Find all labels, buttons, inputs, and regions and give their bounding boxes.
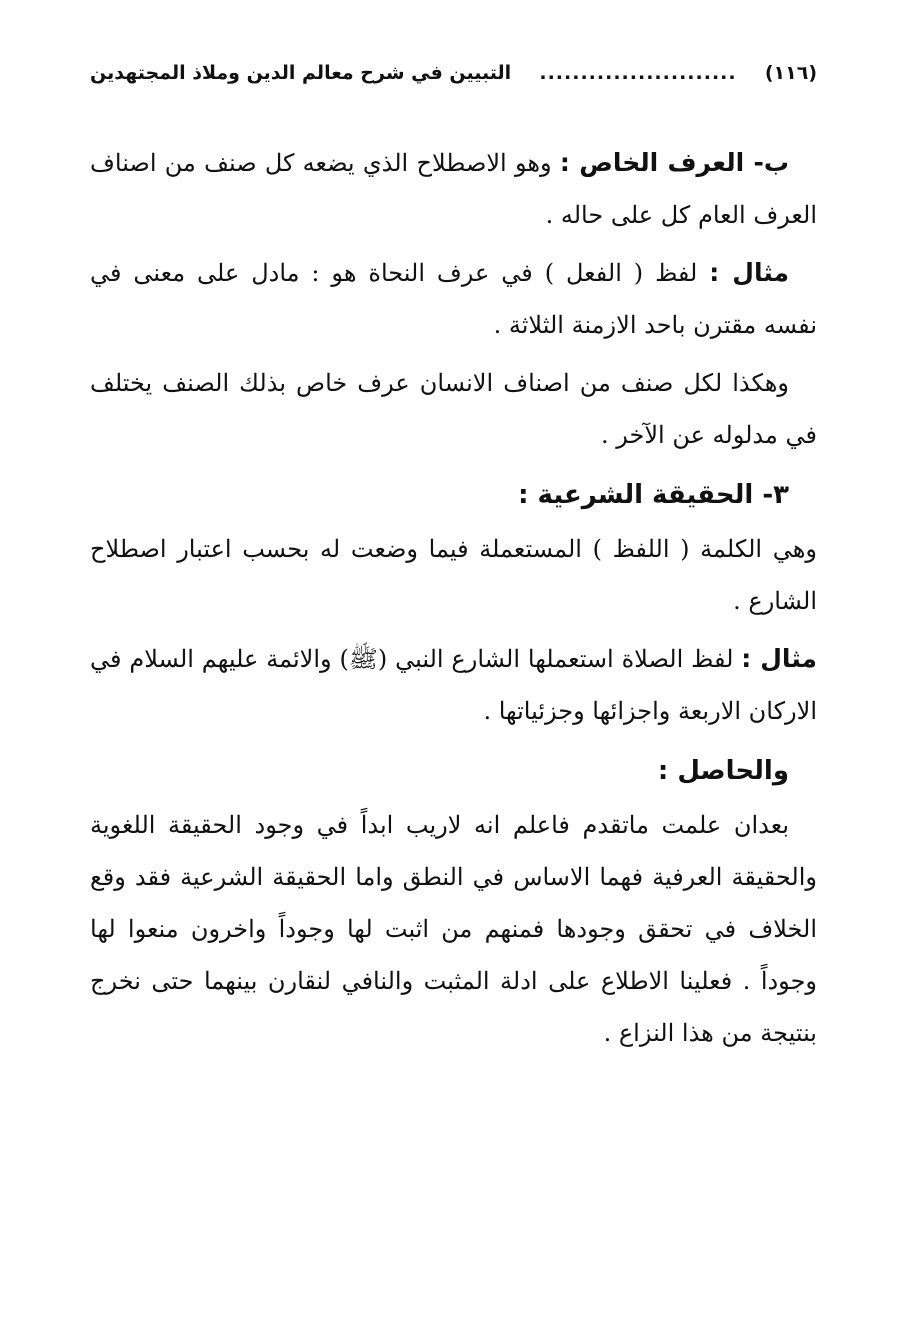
page-header: [90, 55, 817, 91]
paragraph-conclusion: [90, 799, 817, 1059]
paragraph-text: لفظ ( الفعل ) في عرف النحاة هو : مادل على معنى في نفسه مقترن باحد الازمنة الثلاثة .: [90, 259, 817, 339]
paragraph-each-class: [90, 357, 817, 461]
heading-conclusion: والحاصل :: [657, 756, 789, 786]
header-leader-dots: ........................: [539, 62, 737, 84]
running-title: التبيين في شرح معالم الدين وملاذ المجتهدين: [90, 62, 512, 84]
page-number: (١١٦): [764, 62, 817, 84]
page-body: [90, 137, 817, 1059]
paragraph-text: وهو الاصطلاح الذي يضعه كل صنف من اصناف العرف العام كل على حاله .: [90, 149, 817, 229]
term-example: مثال :: [741, 644, 817, 673]
paragraph-text: لفظ الصلاة استعملها الشارع النبي (ﷺ) والائمة عليهم السلام في الاركان الاربعة واجزائها وجزئياتها .: [90, 645, 817, 725]
heading-sharia-truth: ٣- الحقيقة الشرعية :: [518, 480, 789, 510]
paragraph-example-prayer: [90, 633, 817, 737]
paragraph-text: وهكذا لكل صنف من اصناف الانسان عرف خاص بذلك الصنف يختلف في مدلوله عن الآخر .: [90, 369, 817, 449]
paragraph-text: وهي الكلمة ( اللفظ ) المستعملة فيما وضعت له بحسب اعتبار اصطلاح الشارع .: [90, 535, 817, 615]
term-special-custom: ب- العرف الخاص :: [559, 148, 789, 177]
paragraph-sharia-definition: [90, 523, 817, 627]
term-example: مثال :: [709, 258, 790, 287]
paragraph-text: بعدان علمت ماتقدم فاعلم انه لاريب ابداً في وجود الحقيقة اللغوية والحقيقة العرفية فهما الاساس في النطق واما الحقيقة الشرعية فقد وقع الخلاف في تحقق وجودها فمنهم من اثبت لها وجوداً واخرون منعوا لها وجوداً . فعلينا الاطلاع على ادلة المثبت والنافي لنقارن بينهما حتى نخرج بنتيجة من هذا النزاع .: [90, 811, 817, 1047]
paragraph-example-grammar: [90, 247, 817, 351]
paragraph-special-custom: [90, 137, 817, 241]
